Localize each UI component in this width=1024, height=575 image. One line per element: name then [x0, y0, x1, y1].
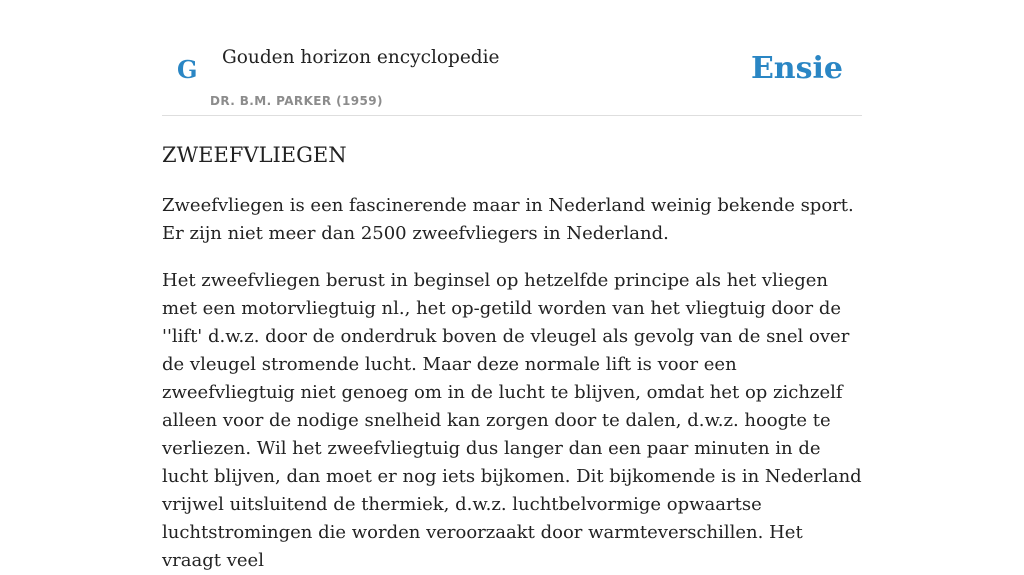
book-logo-icon[interactable]: G [177, 55, 198, 84]
article-paragraph: Het zweefvliegen berust in beginsel op hetzelfde principe als het vliegen met een motorvliegtuig nl., het op-getild worden van het vliegtuig door de ''lift' d.w.z. door de onderdruk boven de vleugel als gevolg van de snel over de vleugel stromende lucht. Maar deze normale lift is voor een zweefvliegtuig niet genoeg om in de lucht te blijven, omdat het op zichzelf alleen voor de nodige snelheid kan zorgen door te dalen, d.w.z. hoogte te verliezen. Wil het zweefvliegtuig dus langer dan een paar minuten in de lucht blijven, dan moet er nog iets bijkomen. Dit bijkomende is in Nederland vrijwel uitsluitend de thermiek, d.w.z. luchtbelvormige opwaartse luchtstromingen die worden veroorzaakt door warmteverschillen. Het vraagt veel [162, 270, 862, 571]
article-body [162, 138, 864, 575]
brand-logo-link[interactable]: Ensie [750, 51, 843, 86]
book-author: DR. B.M. PARKER (1959) [210, 94, 383, 108]
article-title: ZWEEFVLIEGEN [162, 143, 347, 167]
article-paragraph: Zweefvliegen is een fascinerende maar in Nederland weinig bekende sport. Er zijn niet meer dan 2500 zweefvliegers in Nederland. [162, 195, 854, 244]
site-header [162, 0, 862, 116]
book-title[interactable]: Gouden horizon encyclopedie [222, 47, 500, 68]
